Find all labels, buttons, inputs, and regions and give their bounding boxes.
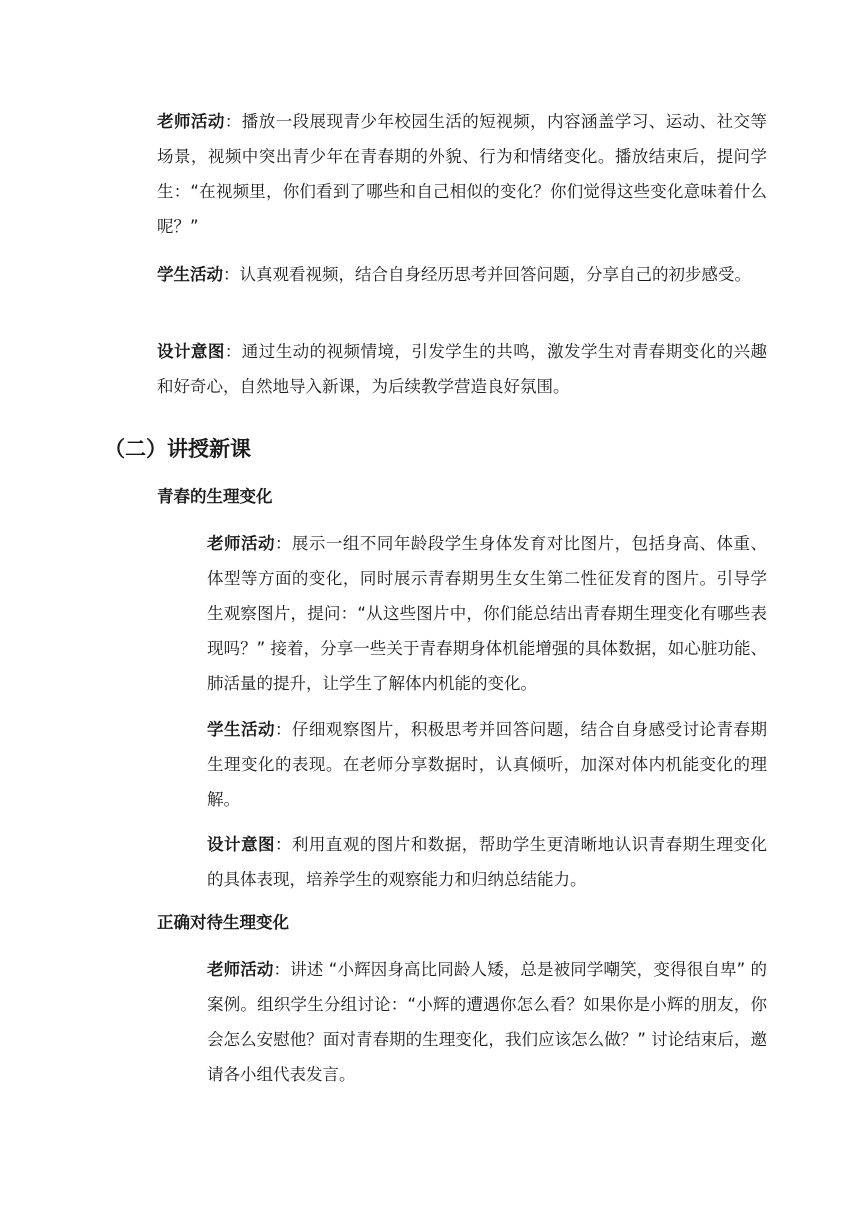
student-activity-label: 学生活动 [157,265,223,284]
teacher-activity-text: ：讲述 “小辉因身高比同龄人矮，总是被同学嘲笑，变得很自卑” 的案例。组织学生分组讨论：“小辉的遭遇你怎么看？如果你是小辉的朋友，你会怎么安慰他？面对青春期的生理变化，我们应该怎么做？” 讨论结束后，邀请各小组代表发言。 [207,960,768,1084]
design-intent-text: ：利用直观的图片和数据，帮助学生更清晰地认识青春期生理变化的具体表现，培养学生的观察能力和归纳总结能力。 [207,835,767,889]
sub1-design-intent [207,827,767,897]
intro-student-activity [157,257,767,292]
student-activity-text: ：认真观看视频，结合自身经历思考并回答问题，分享自己的初步感受。 [223,265,751,284]
sub1-student-activity [207,712,767,817]
sub1-teacher-activity [207,526,767,701]
section-heading: （二）讲授新课 [104,437,251,461]
intro-design-intent [157,334,767,404]
teacher-activity-text: ：播放一段展现青少年校园生活的短视频，内容涵盖学习、运动、社交等场景，视频中突出青少年在青春期的外貌、行为和情绪变化。播放结束后，提问学生：“在视频里，你们看到了哪些和自己相似的变化？你们觉得这些变化意味着什么呢？” [157,112,768,236]
design-intent-label: 设计意图 [207,835,275,854]
sub2-teacher-activity [207,952,767,1092]
student-activity-label: 学生活动 [207,720,275,739]
intro-teacher-activity [157,104,767,244]
teacher-activity-label: 老师活动 [157,112,225,131]
design-intent-text: ：通过生动的视频情境，引发学生的共鸣，激发学生对青春期变化的兴趣和好奇心，自然地导入新课，为后续教学营造良好氛围。 [157,342,768,396]
subsection-title-treat-changes: 正确对待生理变化 [157,913,289,932]
teacher-activity-label: 老师活动 [207,534,275,553]
design-intent-label: 设计意图 [157,342,225,361]
subsection-title-physiological-changes: 青春的生理变化 [157,487,273,506]
teacher-activity-label: 老师活动 [207,960,274,979]
student-activity-text: ：仔细观察图片，积极思考并回答问题，结合自身感受讨论青春期生理变化的表现。在老师分享数据时，认真倾听，加深对体内机能变化的理解。 [207,720,767,809]
teacher-activity-text: ：展示一组不同年龄段学生身体发育对比图片，包括身高、体重、体型等方面的变化，同时展示青春期男生女生第二性征发育的图片。引导学生观察图片，提问：“从这些图片中，你们能总结出青春期生理变化有哪些表现吗？” 接着，分享一些关于青春期身体机能增强的具体数据，如心脏功能、肺活量的提升，让学生了解体内机能的变化。 [207,534,767,693]
